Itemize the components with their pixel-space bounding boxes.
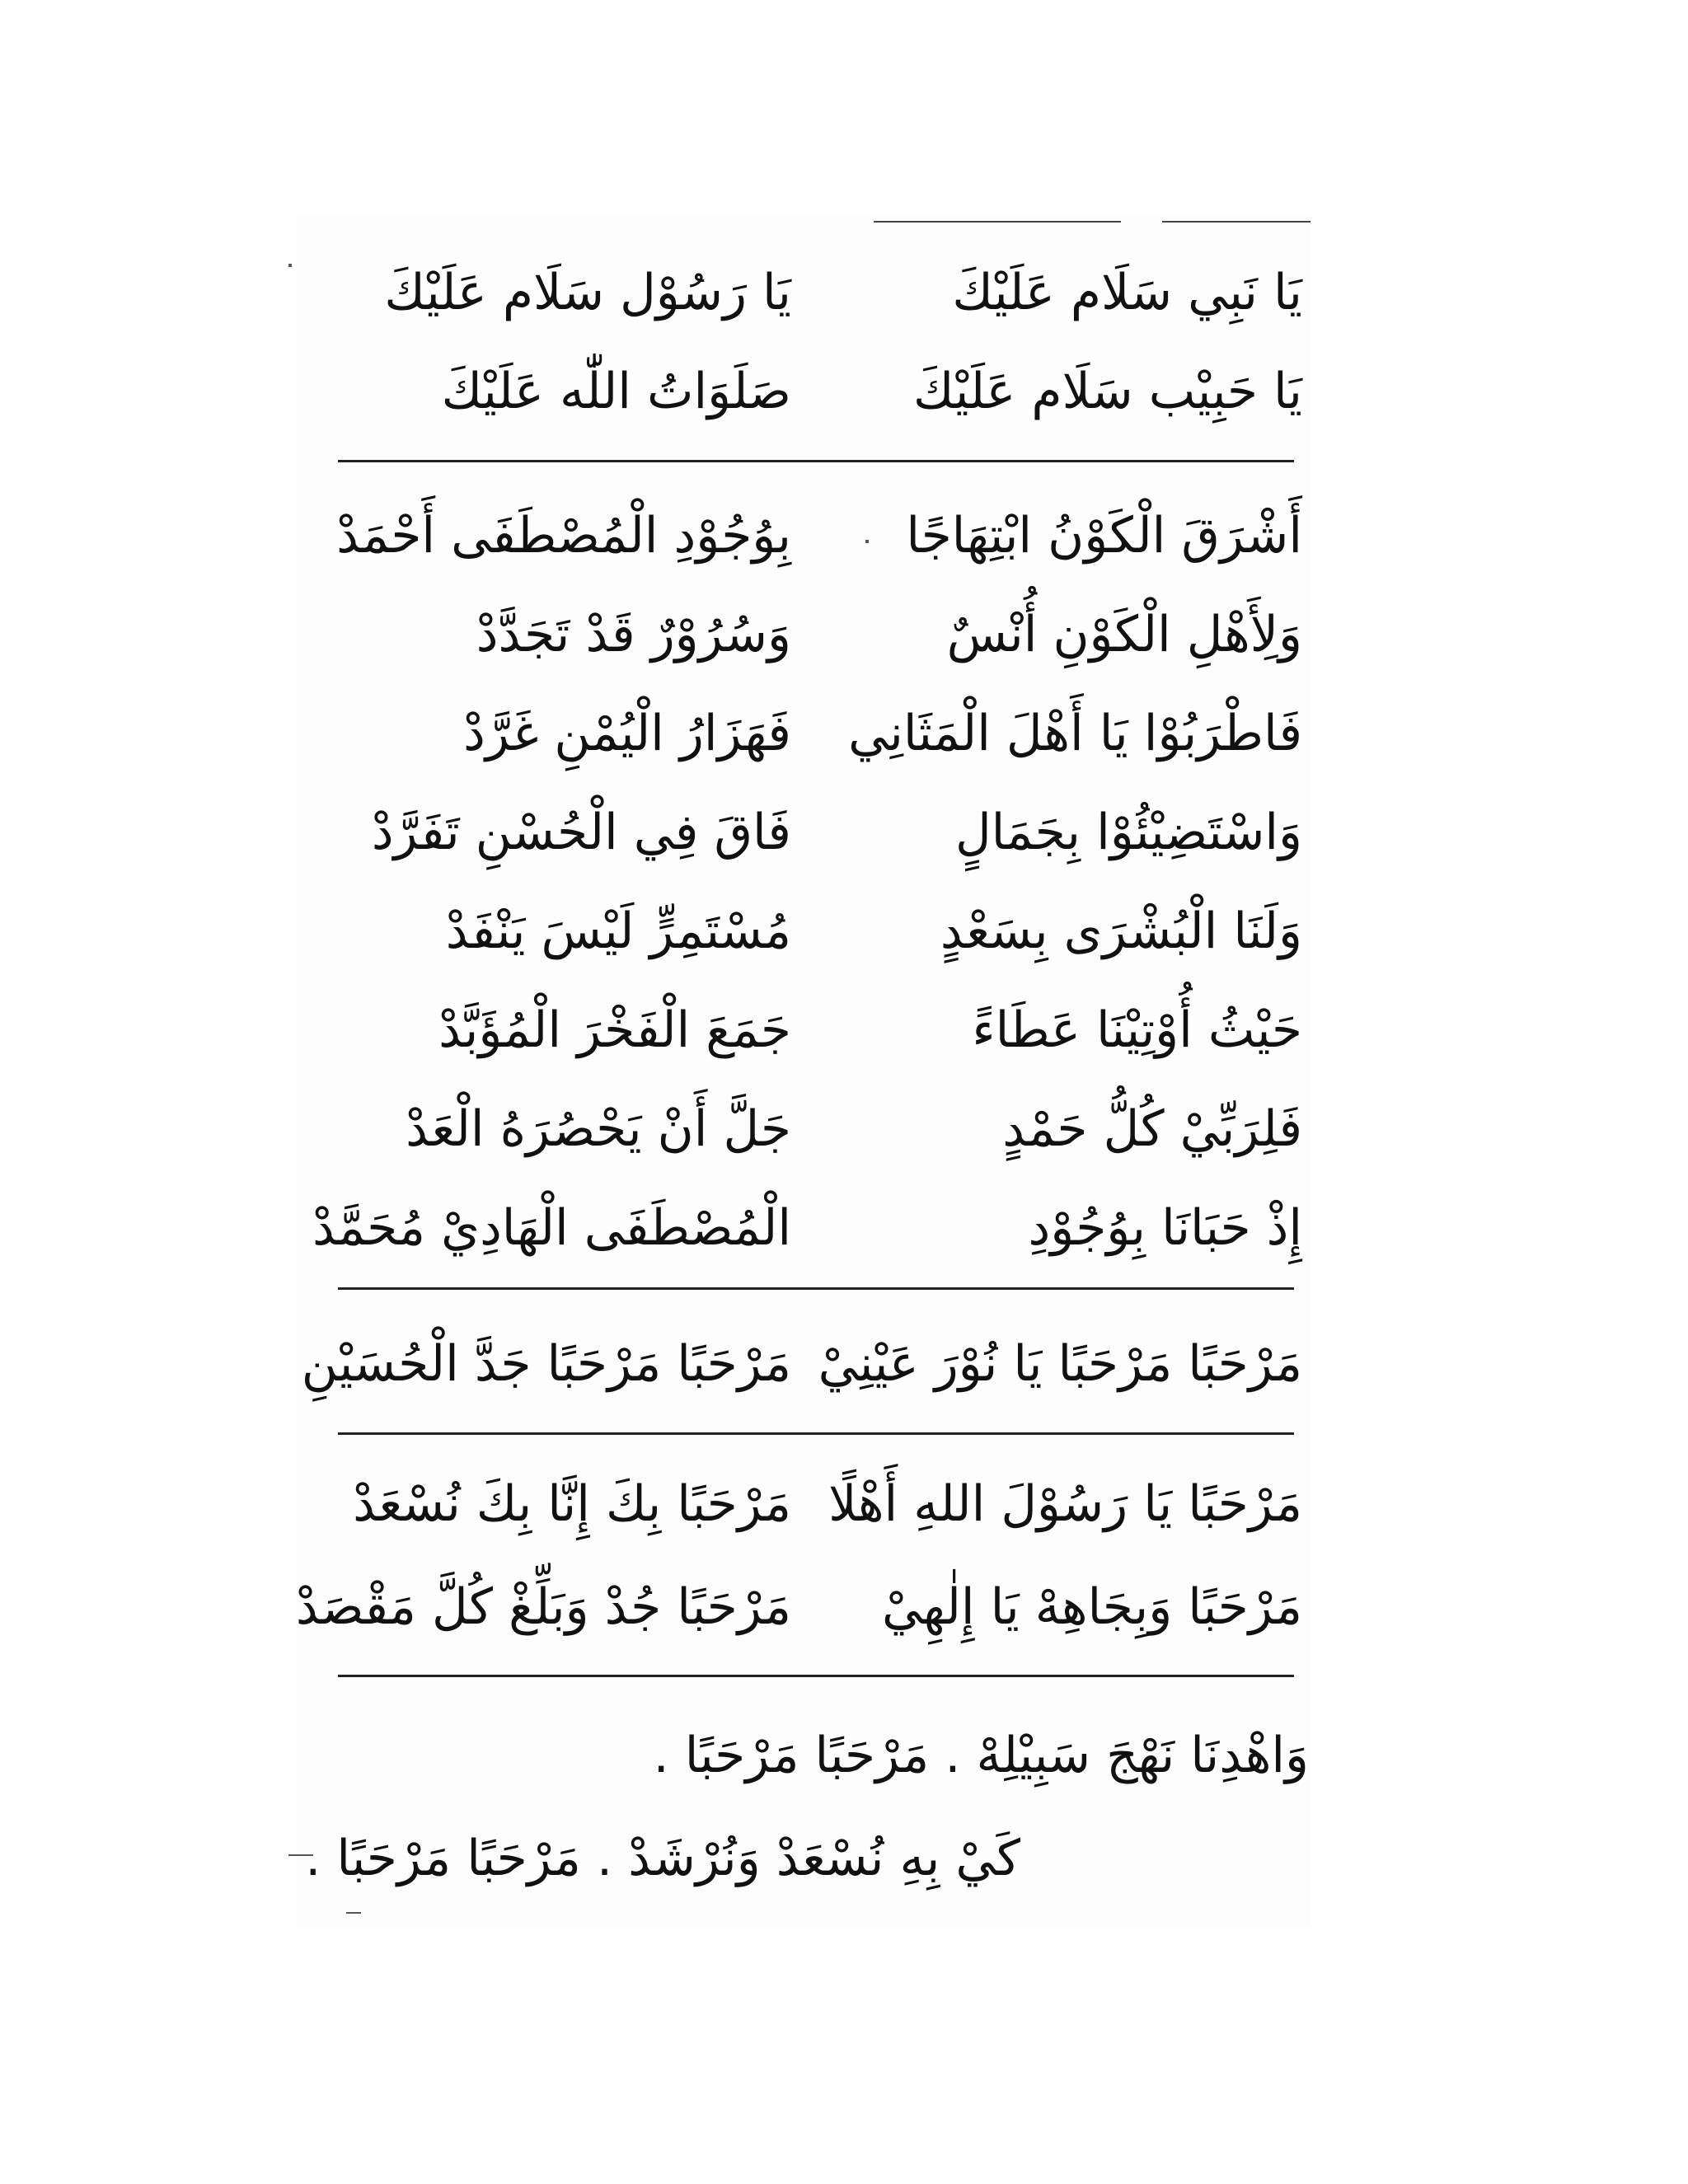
- hemistich-left: جَلَّ أَنْ يَحْصُرَهُ الْعَدْ: [406, 1100, 791, 1158]
- verse-line: [338, 886, 1302, 977]
- hemistich-right: فَاطْرَبُوْا يَا أَهْلَ الْمَثَانِي: [848, 705, 1302, 762]
- hemistich-right: مَرْحَبًا يَا رَسُوْلَ اللهِ أَهْلًا: [828, 1475, 1302, 1533]
- hemistich-right: وَاسْتَضِيْئُوْا بِجَمَالٍ: [955, 804, 1302, 861]
- verse-line: [338, 490, 1302, 581]
- verse-line: [295, 1562, 1302, 1652]
- section-divider: [338, 1287, 1294, 1290]
- section-divider: [338, 460, 1294, 462]
- verse-line: [338, 1084, 1302, 1174]
- hemistich-left: وَسُرُوْرٌ قَدْ تَجَدَّدْ: [476, 606, 791, 663]
- hemistich-left: الْمُصْطَفَى الْهَادِيْ مُحَمَّدْ: [312, 1199, 791, 1257]
- verse-line: [338, 787, 1302, 878]
- hemistich-left: جَمَعَ الْفَخْرَ الْمُؤَبَّدْ: [438, 1001, 791, 1059]
- scan-speck: [288, 264, 292, 267]
- hemistich-left: مَرْحَبًا بِكَ إِنَّا بِكَ نُسْعَدْ: [353, 1475, 791, 1533]
- hemistich-left: مُسْتَمِرٍّ لَيْسَ يَنْفَدْ: [445, 902, 791, 960]
- hemistich-left: صَلَوَاتُ اللّٰه عَلَيْكَ: [441, 363, 791, 420]
- hemistich-left: فَهَزَارُ الْيُمْنِ غَرَّدْ: [463, 705, 791, 762]
- hemistich-right: إِذْ حَبَانَا بِوُجُوْدِ: [1028, 1199, 1302, 1257]
- section-divider: [338, 1432, 1294, 1435]
- hemistich-right: وَلِأَهْلِ الْكَوْنِ أُنْسٌ: [946, 606, 1302, 663]
- verse-line: [338, 1459, 1302, 1549]
- verse-line: [338, 985, 1302, 1076]
- hemistich-right: فَلِرَبِّيْ كُلُّ حَمْدٍ: [1002, 1100, 1302, 1158]
- scan-speck: [346, 1912, 361, 1914]
- hemistich-right: مَرْحَبًا وَبِجَاهِهْ يَا إِلٰهِيْ: [881, 1578, 1302, 1636]
- hemistich-left: مَرْحَبًا مَرْحَبًا جَدَّ الْحُسَيْنِ: [301, 1335, 791, 1393]
- verse-line: [338, 688, 1302, 779]
- verse-line: [338, 589, 1302, 680]
- top-rule-right: [1162, 221, 1311, 223]
- verse-line: [312, 1183, 1302, 1273]
- hemistich-right: يَا حَبِيْب سَلَام عَلَيْكَ: [913, 363, 1302, 420]
- hemistich-left: بِوُجُوْدِ الْمُصْطَفَى أَحْمَدْ: [336, 507, 791, 565]
- hemistich-right: مَرْحَبًا مَرْحَبًا يَا نُوْرَ عَيْنِيْ: [818, 1335, 1302, 1393]
- hemistich-left: فَاقَ فِي الْحُسْنِ تَفَرَّدْ: [371, 804, 791, 861]
- hemistich-right: أَشْرَقَ الْكَوْنُ ابْتِهَاجًا: [906, 507, 1302, 565]
- hemistich-right: حَيْثُ أُوْتِيْنَا عَطَاءً: [972, 1001, 1302, 1059]
- opening-line: [338, 247, 1302, 338]
- hemistich-right: وَلَنَا الْبُشْرَى بِسَعْدٍ: [940, 902, 1302, 960]
- hemistich-right: يَا نَبِي سَلَام عَلَيْكَ: [952, 264, 1302, 321]
- closing-line: وَاهْدِنَا نَهْجَ سَبِيْلِهْ . مَرْحَبًا مَرْحَبًا .: [653, 1727, 1309, 1784]
- refrain-line: [301, 1319, 1302, 1409]
- opening-line: [338, 346, 1302, 437]
- hemistich-left: يَا رَسُوْل سَلَام عَلَيْكَ: [384, 264, 791, 321]
- section-divider: [338, 1675, 1294, 1677]
- closing-line: كَيْ بِهِ نُسْعَدْ وَنُرْشَدْ . مَرْحَبًا مَرْحَبًا .: [305, 1830, 1020, 1887]
- hemistich-left: مَرْحَبًا جُدْ وَبَلِّغْ كُلَّ مَقْصَدْ: [295, 1578, 791, 1636]
- top-rule-middle: [874, 221, 1121, 223]
